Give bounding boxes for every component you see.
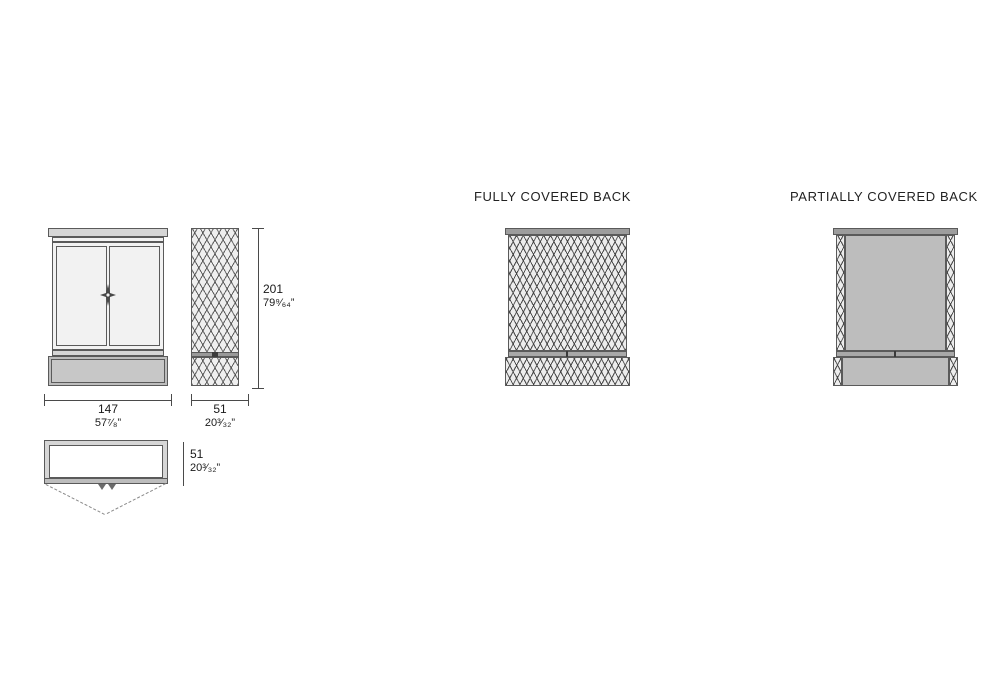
front-base-inner-line: [51, 359, 165, 383]
plan-depth-dimension-label: [190, 447, 220, 475]
partially-covered-base-left-strip: [833, 357, 842, 386]
height-dim-tick-bottom: [252, 388, 264, 389]
fully-covered-cornice: [505, 228, 630, 235]
partially-covered-base-right-strip: [949, 357, 958, 386]
side-mesh-panel: [191, 228, 239, 356]
plan-depth-dimension-line: [183, 442, 184, 486]
height-dim-tick-top: [252, 228, 264, 229]
plan-front-edge: [44, 478, 168, 484]
plan-depth-in-value: 20³⁄₃₂”: [190, 462, 221, 474]
width-dimension-line: [44, 400, 172, 401]
plan-projection-line-left: [46, 484, 105, 515]
partially-covered-cornice: [833, 228, 958, 235]
partially-covered-base-center: [842, 357, 949, 386]
side-base-panel: [191, 357, 239, 386]
height-dimension-label: [263, 282, 294, 310]
depth-dimension-line: [191, 400, 249, 401]
partially-covered-center-panel: [845, 235, 946, 351]
side-elevation-view: [191, 228, 239, 390]
depth-cm-value: 51: [213, 402, 227, 416]
plan-projection-arrow-left: [98, 484, 106, 490]
front-cornice: [48, 228, 168, 237]
top-plan-view: [44, 440, 174, 495]
fully-covered-base-panel: [505, 357, 630, 386]
front-door-right: [109, 246, 160, 346]
front-elevation-view: [48, 228, 168, 390]
partially-covered-right-strip: [946, 235, 955, 351]
plan-projection-arrow-right: [108, 484, 116, 490]
width-cm-value: 147: [97, 402, 119, 416]
fully-covered-mesh-panel: [508, 235, 627, 351]
plan-inner-cavity: [49, 445, 163, 478]
partially-covered-left-strip: [836, 235, 845, 351]
width-in-value: 57⁷⁄₈”: [94, 417, 122, 429]
plan-depth-cm-value: 51: [190, 447, 204, 461]
depth-dimension-label: [191, 402, 249, 430]
depth-in-value: 20³⁄₃₂”: [204, 417, 236, 429]
height-cm-value: 201: [263, 282, 284, 296]
rear-elevation-fully-covered: [505, 228, 630, 390]
height-dimension-line: [258, 228, 259, 388]
height-in-value: 79⁹⁄₆₄”: [263, 297, 295, 309]
rear-elevation-partially-covered: [833, 228, 958, 390]
door-handle-icon: [100, 284, 116, 306]
partially-covered-back-heading: PARTIALLY COVERED BACK: [790, 189, 978, 204]
width-dimension-label: [44, 402, 172, 430]
fully-covered-back-heading: FULLY COVERED BACK: [474, 189, 631, 204]
